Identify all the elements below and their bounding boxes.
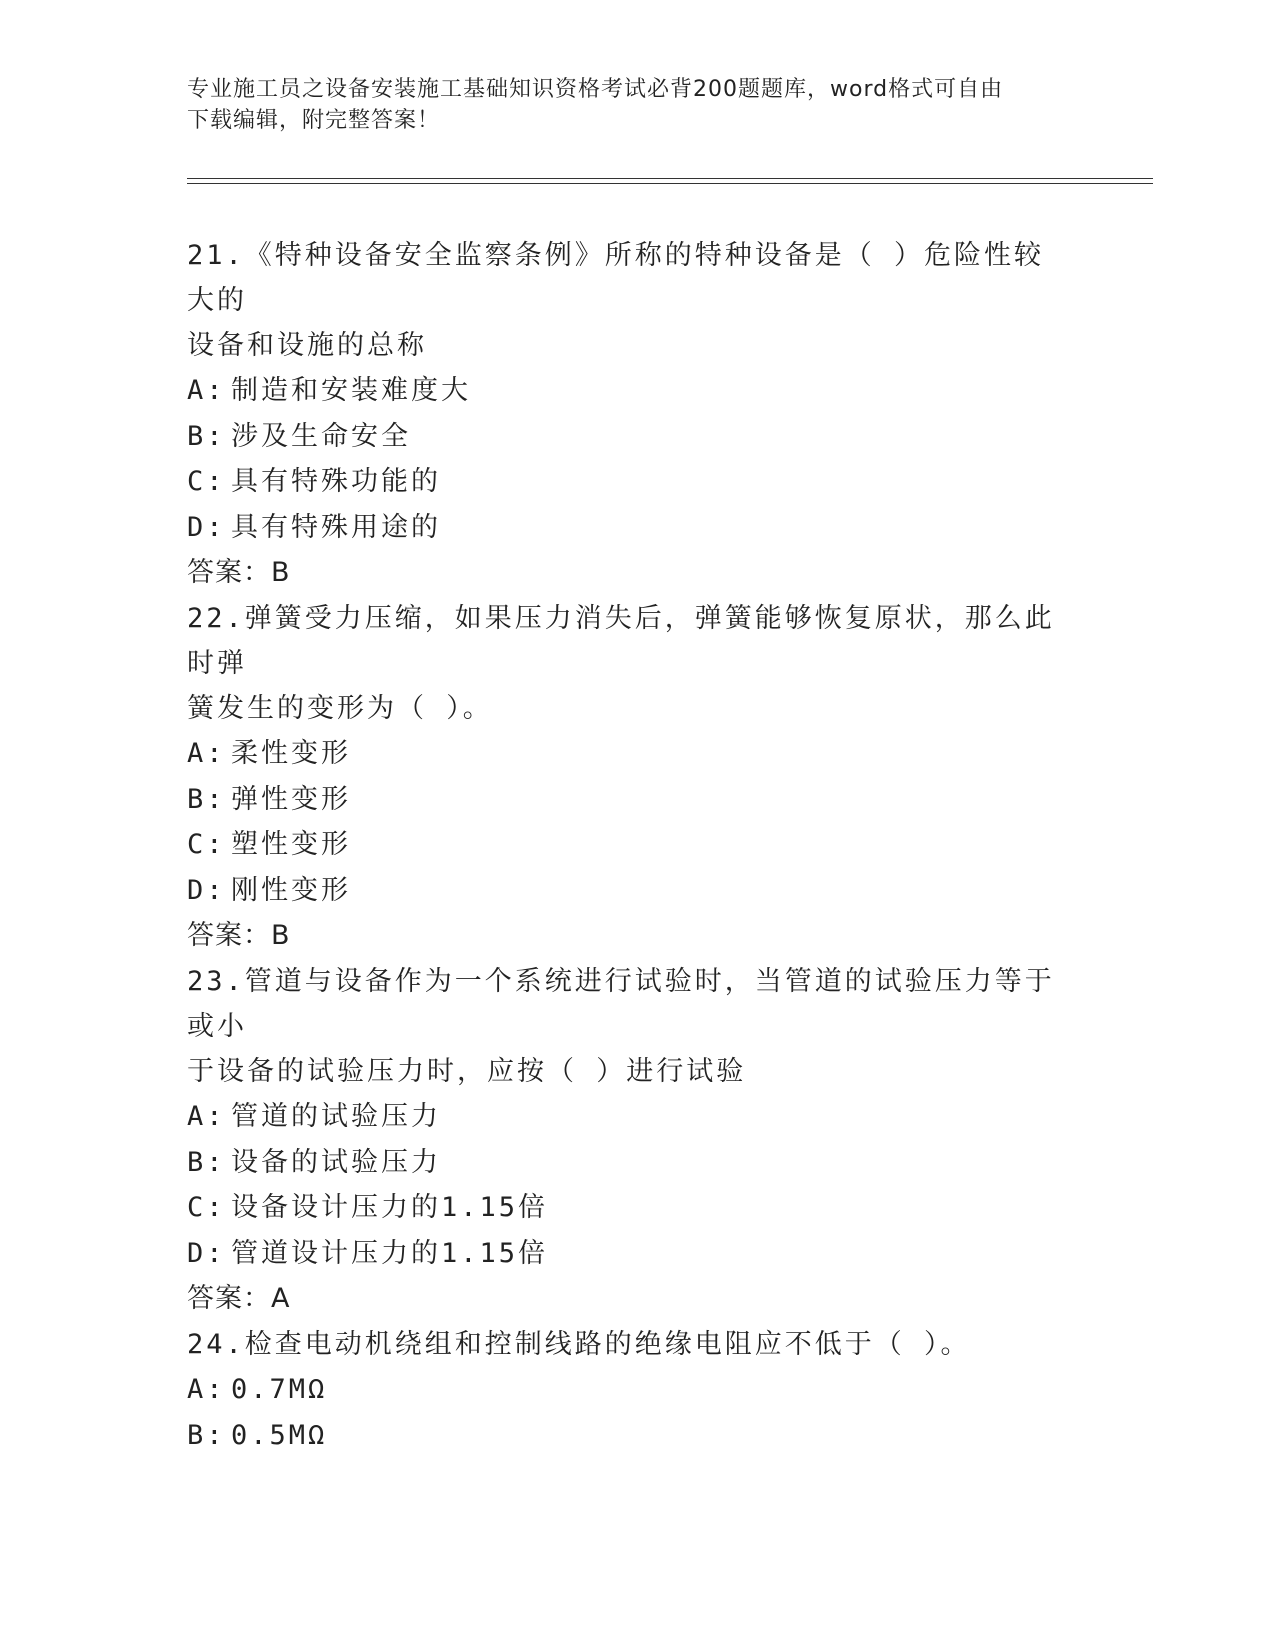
option-c	[187, 1185, 1067, 1231]
question-text-line: 24.检查电动机绕组和控制线路的绝缘电阻应不低于（ ）。	[187, 1329, 971, 1360]
answer: 答案：A	[187, 1283, 291, 1314]
option-label: A:	[187, 738, 226, 769]
option-b	[187, 414, 1067, 460]
option-a	[187, 368, 1067, 414]
option-text: 管道的试验压力	[231, 1101, 441, 1132]
option-label: B:	[187, 1419, 226, 1451]
question-24	[187, 1322, 1067, 1458]
option-text: 塑性变形	[231, 829, 351, 860]
header-title-line-2: 下载编辑，附完整答案！	[187, 108, 441, 133]
question-text-line: 设备和设施的总称	[187, 330, 427, 361]
option-c	[187, 822, 1067, 868]
option-text: 设备的试验压力	[231, 1146, 441, 1178]
option-text: 涉及生命安全	[231, 420, 411, 452]
option-text: 管道设计压力的1.15倍	[231, 1237, 549, 1269]
header-title-line-1: 专业施工员之设备安装施工基础知识资格考试必背200题题库，word格式可自由	[187, 77, 1004, 102]
option-label: A:	[187, 1374, 226, 1405]
question-text-line: 于设备的试验压力时，应按（ ）进行试验	[187, 1056, 747, 1087]
question-text	[187, 596, 1067, 731]
question-text-line: 23.管道与设备作为一个系统进行试验时，当管道的试验压力等于或小	[187, 966, 1055, 1042]
question-text	[187, 233, 1067, 368]
question-22	[187, 596, 1067, 959]
option-label: D:	[187, 511, 226, 543]
question-text	[187, 959, 1067, 1094]
option-label: B:	[187, 783, 226, 815]
option-b	[187, 1413, 1067, 1459]
answer: 答案：B	[187, 557, 291, 588]
document-header	[187, 74, 1067, 136]
option-text: 0.7MΩ	[231, 1374, 328, 1405]
answer: 答案：B	[187, 920, 291, 951]
option-text: 弹性变形	[231, 783, 351, 815]
question-21	[187, 233, 1067, 596]
option-b	[187, 1140, 1067, 1186]
option-label: C:	[187, 466, 226, 497]
option-text: 设备设计压力的1.15倍	[231, 1192, 549, 1223]
option-a	[187, 731, 1067, 777]
option-label: A:	[187, 375, 226, 406]
question-text-line: 21.《特种设备安全监察条例》所称的特种设备是（ ）危险性较大的	[187, 240, 1045, 316]
option-b	[187, 777, 1067, 823]
option-a	[187, 1094, 1067, 1140]
question-text-line: 22.弹簧受力压缩，如果压力消失后，弹簧能够恢复原状，那么此时弹	[187, 603, 1055, 679]
header-divider-top	[187, 178, 1153, 179]
option-a	[187, 1367, 1067, 1413]
question-text-line: 簧发生的变形为（ ）。	[187, 693, 493, 724]
option-text: 具有特殊用途的	[231, 511, 441, 543]
option-c	[187, 459, 1067, 505]
option-label: B:	[187, 420, 226, 452]
option-label: B:	[187, 1146, 226, 1178]
option-label: A:	[187, 1101, 226, 1132]
option-text: 具有特殊功能的	[231, 466, 441, 497]
option-label: D:	[187, 874, 226, 906]
option-d	[187, 868, 1067, 914]
option-label: C:	[187, 1192, 226, 1223]
option-d	[187, 1231, 1067, 1277]
option-text: 刚性变形	[231, 874, 351, 906]
option-text: 0.5MΩ	[231, 1419, 328, 1451]
question-text	[187, 1322, 1067, 1367]
option-d	[187, 505, 1067, 551]
option-label: C:	[187, 829, 226, 860]
option-label: D:	[187, 1237, 226, 1269]
option-text: 制造和安装难度大	[231, 375, 471, 406]
header-divider-bottom	[187, 183, 1153, 184]
option-text: 柔性变形	[231, 738, 351, 769]
question-23	[187, 959, 1067, 1322]
